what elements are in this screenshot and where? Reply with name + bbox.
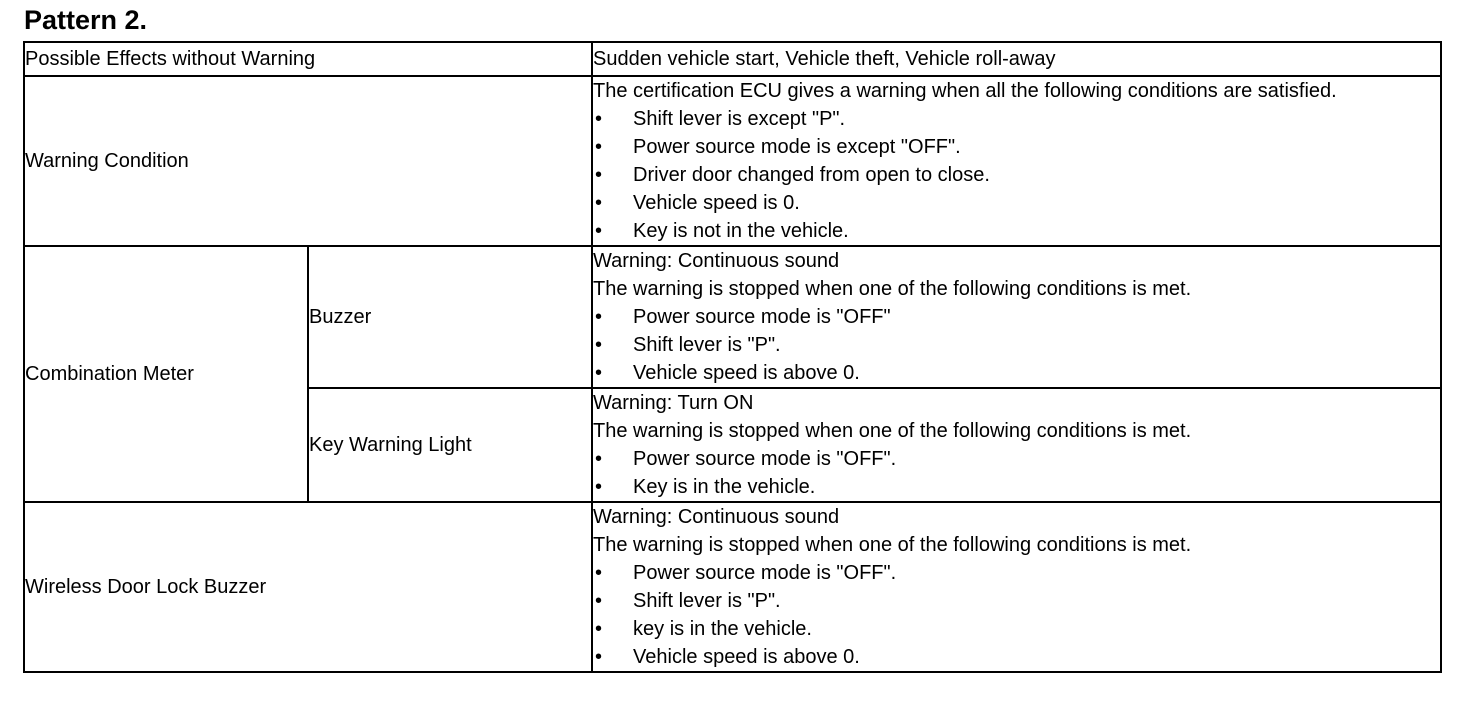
condition-item: • Vehicle speed is above 0. [593,643,1440,671]
effects-row [24,42,1441,76]
wireless-door-lock-buzzer-warning: Warning: Continuous sound [593,506,840,528]
bullet-icon: • [595,220,603,242]
buzzer-label: Buzzer [308,246,592,388]
wireless-door-lock-buzzer-stop-intro: The warning is stopped when one of the following conditions is met. [593,534,1192,556]
key-warning-light-stop-intro: The warning is stopped when one of the following conditions is met. [593,420,1192,442]
condition-item: • Vehicle speed is 0. [593,189,1440,217]
key-warning-light-content [592,388,1441,502]
warning-condition-row [24,76,1441,246]
warning-condition-intro: The certification ECU gives a warning when all the following conditions are satisfied. [593,80,1337,102]
warning-spec-table [23,41,1442,673]
condition-item: • Vehicle speed is above 0. [593,359,1440,387]
condition-item: • Power source mode is except "OFF". [593,133,1440,161]
wireless-door-lock-buzzer-condition-list [593,559,1440,671]
wireless-door-lock-buzzer-row [24,502,1441,672]
buzzer-condition-list [593,303,1440,387]
bullet-icon: • [595,192,603,214]
condition-item: • Power source mode is "OFF". [593,445,1440,473]
condition-item: • Key is in the vehicle. [593,473,1440,501]
bullet-icon: • [595,590,603,612]
key-warning-light-warning: Warning: Turn ON [593,392,754,414]
combination-meter-buzzer-row [24,246,1441,388]
condition-item: • Driver door changed from open to close. [593,161,1440,189]
bullet-icon: • [595,108,603,130]
combination-meter-label: Combination Meter [24,246,308,502]
bullet-icon: • [595,334,603,356]
bullet-icon: • [595,164,603,186]
condition-item: • Shift lever is "P". [593,587,1440,615]
key-warning-light-label: Key Warning Light [308,388,592,502]
bullet-icon: • [595,448,603,470]
condition-item: • Shift lever is except "P". [593,105,1440,133]
buzzer-warning: Warning: Continuous sound [593,250,840,272]
bullet-icon: • [595,476,603,498]
bullet-icon: • [595,646,603,668]
warning-condition-content [592,76,1441,246]
bullet-icon: • [595,618,603,640]
warning-condition-list [593,105,1440,245]
condition-item: • Key is not in the vehicle. [593,217,1440,245]
wireless-door-lock-buzzer-content [592,502,1441,672]
warning-condition-label: Warning Condition [24,76,592,246]
condition-item: • Power source mode is "OFF" [593,303,1440,331]
condition-item: • key is in the vehicle. [593,615,1440,643]
wireless-door-lock-buzzer-label: Wireless Door Lock Buzzer [24,502,592,672]
effects-value: Sudden vehicle start, Vehicle theft, Vehicle roll-away [592,42,1441,76]
buzzer-stop-intro: The warning is stopped when one of the following conditions is met. [593,278,1192,300]
condition-item: • Power source mode is "OFF". [593,559,1440,587]
bullet-icon: • [595,136,603,158]
bullet-icon: • [595,562,603,584]
page-title: Pattern 2. [24,5,148,35]
buzzer-content [592,246,1441,388]
effects-label: Possible Effects without Warning [24,42,592,76]
key-warning-light-condition-list [593,445,1440,501]
bullet-icon: • [595,306,603,328]
condition-item: • Shift lever is "P". [593,331,1440,359]
bullet-icon: • [595,362,603,384]
